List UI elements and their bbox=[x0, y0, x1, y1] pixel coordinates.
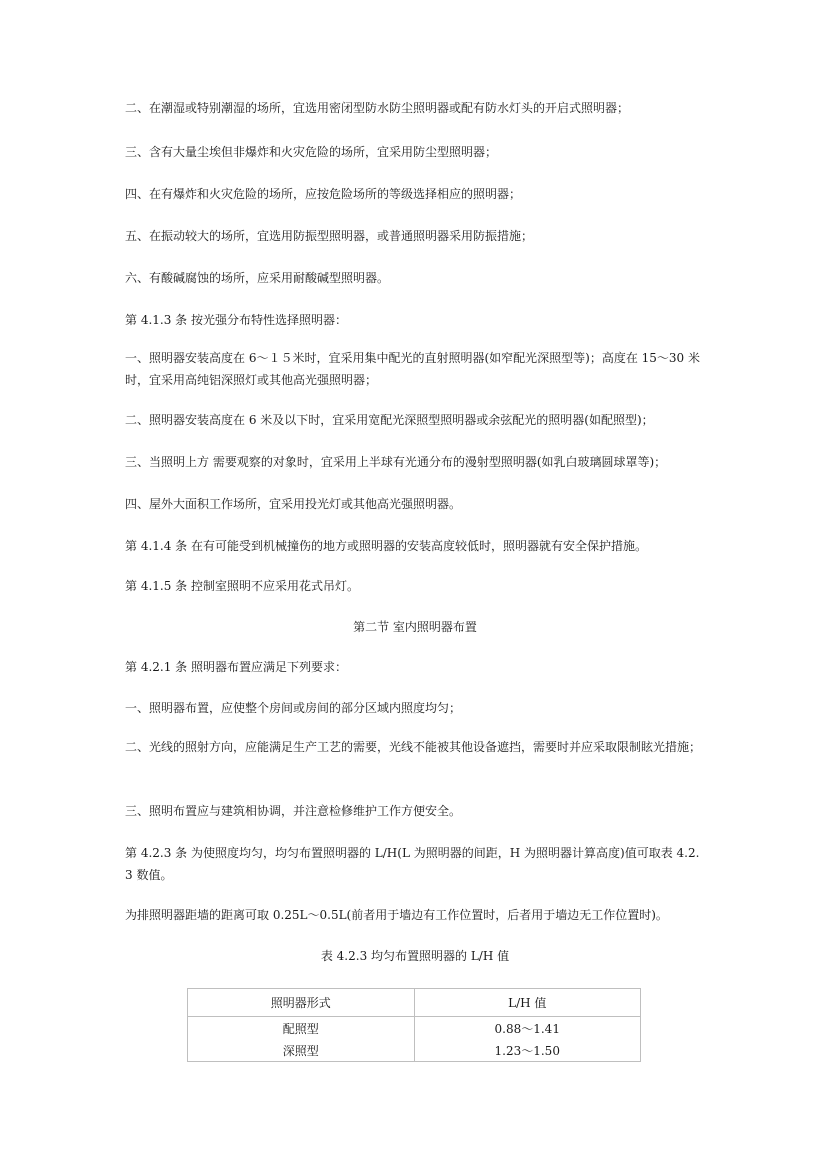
clause-4-2-3: 第 4.2.3 条 为使照度均匀，均匀布置照明器的 L/H(L 为照明器的间距，H 为照明器计算高度)值可取表 4.2.3 数值。 bbox=[125, 846, 700, 882]
paragraph-uniform-illuminance: 一、照明器布置，应使整个房间或房间的部分区域内照度均匀； bbox=[125, 701, 462, 715]
section-heading: 第二节 室内照明器布置 bbox=[353, 620, 477, 634]
table-row bbox=[188, 1017, 641, 1040]
table-cell: 0.88～1.41 bbox=[414, 1017, 641, 1040]
paragraph-building-coordination: 三、照明布置应与建筑相协调，并注意检修维护工作方便安全。 bbox=[125, 804, 462, 818]
paragraph-damp-locations: 二、在潮湿或特别潮湿的场所，宜选用密闭型防水防尘照明器或配有防水灯头的开启式照明器； bbox=[125, 101, 630, 115]
table-header-cell: 照明器形式 bbox=[188, 989, 415, 1017]
paragraph-vibration-locations: 五、在振动较大的场所，宜选用防振型照明器，或普通照明器采用防振措施； bbox=[125, 229, 534, 243]
paragraph-outdoor-area: 四、屋外大面积工作场所，宜采用投光灯或其他高光强照明器。 bbox=[125, 497, 462, 511]
paragraph-light-direction: 二、光线的照射方向，应能满足生产工艺的需要，光线不能被其他设备遮挡，需要时并应采取限制眩光措施； bbox=[125, 740, 702, 754]
paragraph-corrosion-locations: 六、有酸碱腐蚀的场所，应采用耐酸碱型照明器。 bbox=[125, 271, 390, 285]
table-row bbox=[188, 1039, 641, 1062]
paragraph-upper-observation: 三、当照明上方 需要观察的对象时，宜采用上半球有光通分布的漫射型照明器(如乳白玻璃圆球罩等)； bbox=[125, 455, 667, 469]
paragraph-wall-distance: 为排照明器距墙的距离可取 0.25L～0.5L(前者用于墙边有工作位置时，后者用于墙边无工作位置时)。 bbox=[125, 908, 668, 922]
clause-4-2-1: 第 4.2.1 条 照明器布置应满足下列要求： bbox=[125, 660, 347, 674]
table-cell: 配照型 bbox=[188, 1017, 415, 1040]
table-header-row bbox=[188, 989, 641, 1017]
paragraph-mounting-height-low: 二、照明器安装高度在 6 米及以下时，宜采用宽配光深照型照明器或余弦配光的照明器(如配照型)； bbox=[125, 413, 654, 427]
lh-value-table bbox=[187, 988, 641, 1062]
paragraph-dusty-locations: 三、含有大量尘埃但非爆炸和火灾危险的场所，宜采用防尘型照明器； bbox=[125, 145, 498, 159]
paragraph-mounting-height-high: 一、照明器安装高度在 6～１５米时，宜采用集中配光的直射照明器(如窄配光深照型等)；高度在 15～30 米时，宜采用高纯铝深照灯或其他高光强照明器； bbox=[125, 351, 700, 387]
paragraph-explosion-locations: 四、在有爆炸和火灾危险的场所，应按危险场所的等级选择相应的照明器； bbox=[125, 187, 522, 201]
clause-4-1-3: 第 4.1.3 条 按光强分布特性选择照明器： bbox=[125, 313, 347, 327]
table-cell: 1.23～1.50 bbox=[414, 1039, 641, 1062]
clause-4-1-4: 第 4.1.4 条 在有可能受到机械撞伤的地方或照明器的安装高度较低时，照明器就有安全保护措施。 bbox=[125, 539, 647, 553]
table-header-cell: L/H 值 bbox=[414, 989, 641, 1017]
table-cell: 深照型 bbox=[188, 1039, 415, 1062]
table-caption: 表 4.2.3 均匀布置照明器的 L/H 值 bbox=[320, 949, 510, 963]
clause-4-1-5: 第 4.1.5 条 控制室照明不应采用花式吊灯。 bbox=[125, 579, 359, 593]
